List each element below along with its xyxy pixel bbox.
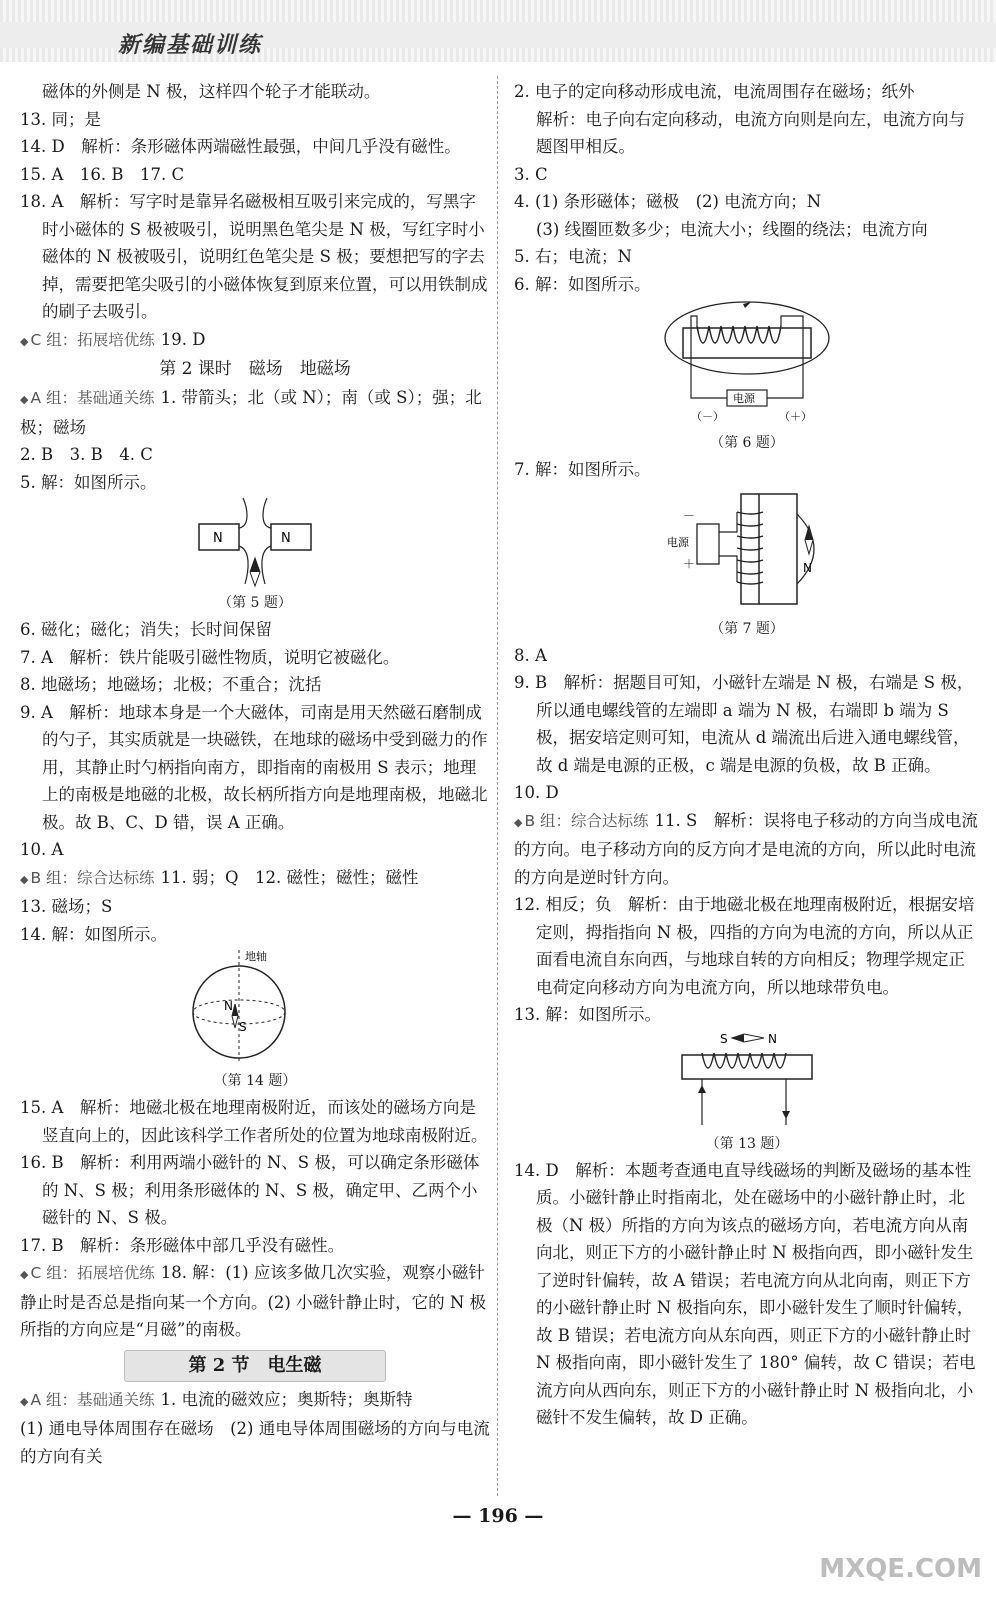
answer-r12: 12. 相反；负 解析：由于地磁北极在地理南极附近，根据安培定则，拇指指向 N 极，四指的方向为电流的方向，所以从正面看电流自东向西，与地球自转的方向相反；物理学规定正电荷定向移动方向为电流方向，所以地球带负电。 (514, 895, 975, 997)
answer-7: 7. A 解析：铁片能吸引磁性物质，说明它被磁化。 (20, 647, 400, 667)
solenoid-diagram-6 (657, 298, 837, 428)
answer-r5: 5. 右；电流；N (514, 247, 632, 266)
answer-2-4: 2. B 3. B 4. C (20, 445, 153, 464)
header-title: 新编基础训练 (118, 32, 263, 58)
page-header (0, 0, 996, 62)
svg-text:S: S (720, 1031, 728, 1046)
answer-14: 14. D 解析：条形磁体两端磁性最强，中间几乎没有磁性。 (20, 137, 461, 156)
answer-r6: 6. 解：如图所示。 (514, 274, 651, 294)
svg-text:N: N (224, 999, 233, 1013)
group-c-line (20, 326, 490, 356)
figure-13 (514, 1029, 980, 1133)
svg-text:电源: 电源 (733, 392, 755, 405)
solenoid-diagram-7 (657, 484, 837, 614)
answer-17b: 17. B 解析：条形磁体中部几乎没有磁性。 (20, 1235, 345, 1255)
answer-6: 6. 磁化；磁化；消失；长时间保留 (20, 620, 272, 639)
svg-text:＋: ＋ (683, 556, 696, 571)
answer-r8: 8. A (514, 645, 547, 665)
answer-r7: 7. 解：如图所示。 (514, 460, 651, 479)
answer-16b: 16. B 解析：利用两端小磁针的 N、S 极，可以确定条形磁体的 N、S 极；利用条形磁体的 N、S 极，确定甲、乙两个小磁针的 N、S 极。 (20, 1153, 480, 1227)
answer-1: 1. 带箭头；北（或 N）；南（或 S）；强；北极；磁场 (20, 388, 482, 437)
svg-text:地轴: 地轴 (245, 950, 267, 963)
answer-15b: 15. A 解析：地磁北极在地理南极附近，而该处的磁场方向是竖直向上的，因此该科学工作者所处的位置为地球南极附近。 (20, 1098, 488, 1145)
figure-14-caption: （第 14 题） (213, 1073, 297, 1089)
answer-r2: 2. 电子的定向移动形成电流，电流周围存在磁场；纸外 (514, 82, 915, 101)
group-a-line (20, 384, 490, 441)
group-a-line-2 (20, 1386, 490, 1416)
left-column (20, 78, 490, 1470)
group-b-line-right (514, 807, 980, 892)
answer-13b: 13. 磁场；S (20, 897, 113, 916)
watermark: MXQE.COM (819, 1554, 982, 1584)
svg-text:－: － (683, 508, 696, 523)
figure-13-caption: （第 13 题） (705, 1135, 789, 1152)
right-column (514, 78, 980, 1432)
answer-13: 13. 同；是 (20, 109, 101, 129)
svg-text:电源: 电源 (667, 535, 689, 549)
answer-11-12: 11. 弱；Q 12. 磁性；磁性；磁性 (160, 867, 419, 887)
lesson-title: 第 2 课时 磁场 地磁场 (159, 359, 351, 379)
svg-text:S: S (239, 1020, 247, 1034)
group-label: ◆ B 组：综合达标练 (20, 869, 155, 887)
answer-s1: 1. 电流的磁效应；奥斯特；奥斯特 (160, 1389, 413, 1409)
figure-6-caption: （第 6 题） (710, 435, 784, 451)
earth-diagram (185, 948, 325, 1066)
svg-text:N: N (281, 531, 291, 546)
group-c-line-2 (20, 1259, 490, 1344)
answer-s1b: (1) 通电导体周围存在磁场 (2) 通电导体周围磁场的方向与电流的方向有关 (20, 1419, 490, 1466)
answer-r11: 11. S 解析：误将电子移动的方向当成电流的方向。电子移动方向的反方向才是电流的方向，所以此时电流的方向是逆时针方向。 (514, 810, 978, 887)
solenoid-diagram-13 (672, 1029, 822, 1129)
answer-r10: 10. D (514, 783, 559, 802)
answer-10: 10. A (20, 840, 64, 859)
figure-7-caption: （第 7 题） (710, 620, 784, 637)
group-label: ◆ B 组：综合达标练 (514, 812, 649, 830)
answer-r3: 3. C (514, 164, 548, 184)
figure-5-caption: （第 5 题） (218, 595, 292, 611)
answer-19: 19. D (160, 329, 206, 349)
group-label: ◆ A 组：基础通关练 (20, 389, 155, 407)
column-divider (497, 76, 498, 1496)
answer-5: 5. 解：如图所示。 (20, 472, 157, 492)
answer-18: 18. A 解析：写字时是靠异名磁极相互吸引来完成的，写黑字时小磁体的 S 极被吸引，说明黑色笔尖是 N 极，写红字时小磁体的 N 极被吸引，说明红色笔尖是 S 极；要想把写的字去掉，需要把笔尖吸引的小磁体恢复到原来位置，可以用铁制成的刷子去吸引。 (20, 192, 488, 321)
group-label: ◆ A 组：基础通关练 (20, 1391, 155, 1409)
figure-7 (514, 484, 980, 618)
answer-r9: 9. B 解析：据题目可知，小磁针左端是 N 极，右端是 S 极，所以通电螺线管的左端即 a 端为 N 极，右端即 b 端为 S 极，据安培定则可知，电流从 d 端流出后进入通电螺线管，故 d 端是电源的正极，c 端是电源的负极，故 B 正确。 (514, 673, 974, 775)
answer-18c: 18. 解：(1) 应该多做几次实验，观察小磁针静止时是否总是指向某一个方向。(2) 小磁针静止时，它的 N 极所指的方向应是“月磁”的南极。 (20, 1263, 487, 1339)
group-label: ◆ C 组：拓展培优练 (20, 331, 155, 349)
figure-5 (20, 496, 490, 592)
answer-r4b: (3) 线圈匝数多少；电流大小；线圈的绕法；电流方向 (536, 219, 928, 239)
answer-r4: 4. (1) 条形磁体；磁极 (2) 电流方向；N (514, 192, 822, 211)
answer-9: 9. A 解析：地球本身是一个大磁体，司南是用天然磁石磨制成的勺子，其实质就是一块磁铁，在地球的磁场中受到磁力的作用，其静止时勺柄指向南方，即指南的南极用 S 表示；地理上的南极是地磁的北极，故长柄所指方向是地理南极，地磁北极。故 B、C、D 错，误 A 正确。 (20, 702, 488, 832)
page-number: — 196 — (452, 1505, 544, 1527)
answer-15-17: 15. A 16. B 17. C (20, 164, 185, 184)
svg-text:N: N (768, 1031, 777, 1046)
answer-r2b: 解析：电子向右定向移动，电流方向则是向左，电流方向与题图甲相反。 (536, 109, 965, 156)
answer-line: 磁体的外侧是 N 极，这样四个轮子才能联动。 (42, 82, 381, 101)
figure-6 (514, 298, 980, 432)
answer-r13: 13. 解：如图所示。 (514, 1005, 661, 1024)
svg-text:N: N (213, 531, 223, 546)
svg-text:（－）: （－） (691, 410, 724, 423)
group-b-line (20, 864, 490, 894)
group-label: ◆ C 组：拓展培优练 (20, 1264, 155, 1282)
figure-14 (20, 948, 490, 1070)
section-title: 第 2 节 电生磁 (124, 1350, 386, 1382)
svg-text:N: N (803, 560, 812, 575)
svg-text:（＋）: （＋） (779, 410, 812, 423)
answer-8: 8. 地磁场；地磁场；北极；不重合；沈括 (20, 675, 322, 694)
answer-14b: 14. 解：如图所示。 (20, 924, 167, 944)
magnets-diagram (195, 496, 315, 588)
answer-r14: 14. D 解析：本题考查通电直导线磁场的判断及磁场的基本性质。小磁针静止时指南北，处在磁场中的小磁针静止时，北极（N 极）所指的方向为该点的磁场方向，若电流方向从南向北，则正下方的小磁针静止时 N 极指向西，即小磁针发生了逆时针偏转，故 A 错误；若电流方向从北向南，则正下方的小磁针静止时 N 极指向东，即小磁针发生了顺时针偏转，故 B 错误；若电流方向从东向西，则正下方的小磁针静止时 N 极指向南，即小磁针发生了 180° 偏转，故 C 错误；若电流方向从西向东，则正下方的小磁针静止时 N 极指向北，小磁针不发生偏转，故 D 正确。 (514, 1160, 976, 1427)
